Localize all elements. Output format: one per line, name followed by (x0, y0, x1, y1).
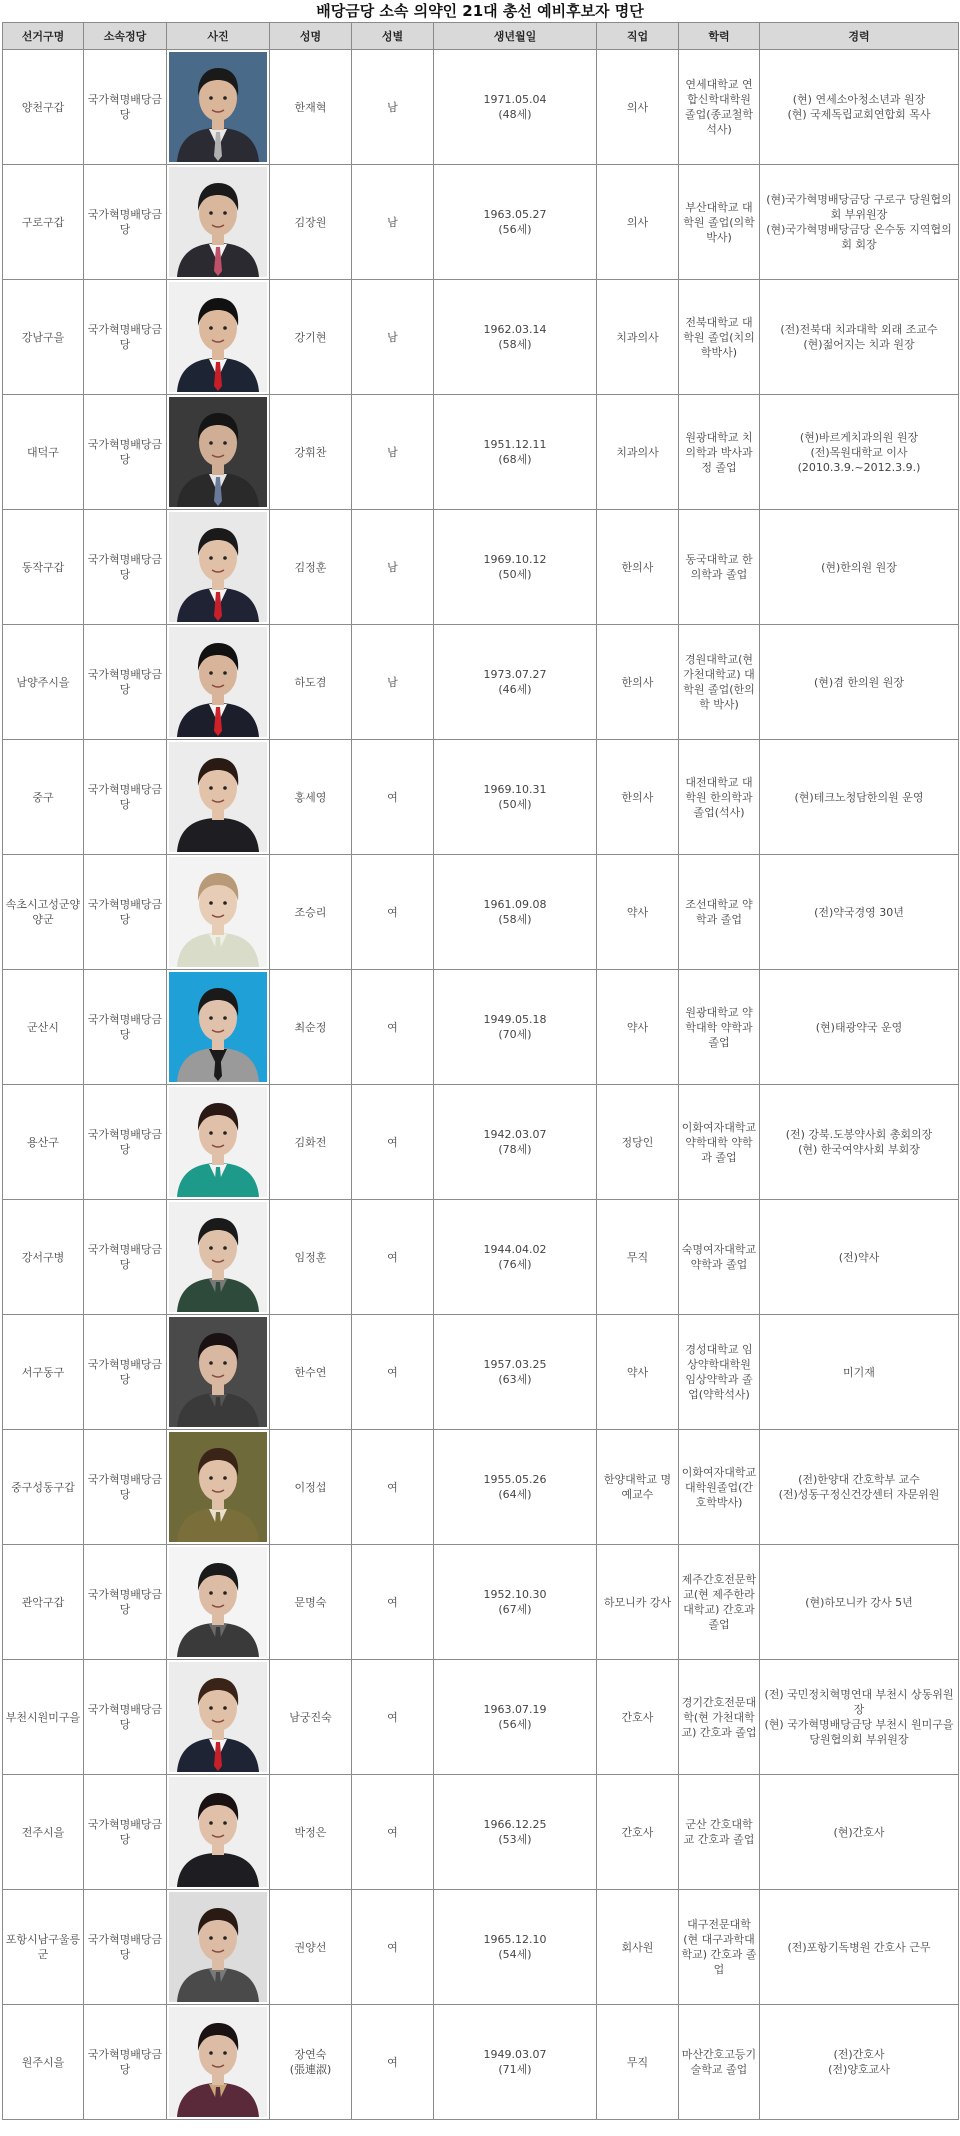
photo-cell (167, 1545, 270, 1660)
header-district: 선거구명 (3, 23, 84, 50)
party-cell: 국가혁명배당금당 (84, 280, 167, 395)
job-cell: 약사 (597, 855, 679, 970)
birth-cell: 1966.12.25 (53세) (434, 1775, 597, 1890)
table-row (3, 395, 959, 510)
party-cell: 국가혁명배당금당 (84, 1545, 167, 1660)
candidate-photo (169, 1202, 267, 1312)
career-cell: (전)포항기독병원 간호사 근무 (760, 1890, 959, 2005)
name-cell: 김화전 (270, 1085, 352, 1200)
name-cell: 조승리 (270, 855, 352, 970)
job-cell: 한양대학교 명예교수 (597, 1430, 679, 1545)
district-cell: 대덕구 (3, 395, 84, 510)
sex-cell: 남 (352, 510, 434, 625)
district-cell: 원주시을 (3, 2005, 84, 2120)
name-cell: 박정은 (270, 1775, 352, 1890)
page-title: 배당금당 소속 의약인 21대 총선 예비후보자 명단 (316, 2, 644, 20)
sex-cell: 여 (352, 2005, 434, 2120)
table-row (3, 1890, 959, 2005)
sex-cell: 남 (352, 50, 434, 165)
job-cell: 약사 (597, 970, 679, 1085)
party-cell: 국가혁명배당금당 (84, 855, 167, 970)
table-row (3, 280, 959, 395)
header-job: 직업 (597, 23, 679, 50)
party-cell: 국가혁명배당금당 (84, 740, 167, 855)
birth-cell: 1961.09.08 (58세) (434, 855, 597, 970)
candidate-photo (169, 1547, 267, 1657)
education-cell: 연세대학교 연합신학대학원 졸업(종교철학 석사) (679, 50, 760, 165)
district-cell: 서구동구 (3, 1315, 84, 1430)
table-row (3, 1200, 959, 1315)
career-cell: (현)하모니카 강사 5년 (760, 1545, 959, 1660)
education-cell: 동국대학교 한의학과 졸업 (679, 510, 760, 625)
header-sex: 성별 (352, 23, 434, 50)
job-cell: 간호사 (597, 1775, 679, 1890)
sex-cell: 남 (352, 280, 434, 395)
job-cell: 무직 (597, 1200, 679, 1315)
header-education: 학력 (679, 23, 760, 50)
table-row (3, 1545, 959, 1660)
photo-cell (167, 2005, 270, 2120)
district-cell: 속초시고성군양양군 (3, 855, 84, 970)
name-cell: 남궁진숙 (270, 1660, 352, 1775)
photo-cell (167, 1890, 270, 2005)
job-cell: 의사 (597, 165, 679, 280)
candidate-photo (169, 397, 267, 507)
birth-cell: 1969.10.31 (50세) (434, 740, 597, 855)
table-row (3, 625, 959, 740)
district-cell: 강서구병 (3, 1200, 84, 1315)
candidate-photo (169, 972, 267, 1082)
party-cell: 국가혁명배당금당 (84, 2005, 167, 2120)
photo-cell (167, 395, 270, 510)
career-cell: 미기재 (760, 1315, 959, 1430)
birth-cell: 1963.07.19 (56세) (434, 1660, 597, 1775)
education-cell: 부산대학교 대학원 졸업(의학박사) (679, 165, 760, 280)
education-cell: 제주간호전문학교(현 제주한라대학교) 간호과 졸업 (679, 1545, 760, 1660)
district-cell: 관악구갑 (3, 1545, 84, 1660)
header-name: 성명 (270, 23, 352, 50)
district-cell: 남양주시을 (3, 625, 84, 740)
job-cell: 한의사 (597, 625, 679, 740)
candidate-photo (169, 627, 267, 737)
name-cell: 김정훈 (270, 510, 352, 625)
candidate-photo (169, 857, 267, 967)
party-cell: 국가혁명배당금당 (84, 395, 167, 510)
photo-cell (167, 280, 270, 395)
district-cell: 중구성동구갑 (3, 1430, 84, 1545)
photo-cell (167, 1660, 270, 1775)
candidate-photo (169, 512, 267, 622)
sex-cell: 남 (352, 165, 434, 280)
career-cell: (현)겸 한의원 원장 (760, 625, 959, 740)
photo-cell (167, 50, 270, 165)
photo-cell (167, 740, 270, 855)
career-cell: (전)약사 (760, 1200, 959, 1315)
photo-cell (167, 1315, 270, 1430)
candidate-photo (169, 1892, 267, 2002)
name-cell: 이정섭 (270, 1430, 352, 1545)
table-row (3, 510, 959, 625)
job-cell: 한의사 (597, 510, 679, 625)
candidate-photo (169, 167, 267, 277)
party-cell: 국가혁명배당금당 (84, 1775, 167, 1890)
name-cell: 최순정 (270, 970, 352, 1085)
party-cell: 국가혁명배당금당 (84, 1200, 167, 1315)
party-cell: 국가혁명배당금당 (84, 1890, 167, 2005)
education-cell: 대구전문대학(현 대구과학대학교) 간호과 졸업 (679, 1890, 760, 2005)
career-cell: (현)태광약국 운영 (760, 970, 959, 1085)
candidate-photo (169, 1087, 267, 1197)
table-row (3, 165, 959, 280)
table-row (3, 2005, 959, 2120)
job-cell: 회사원 (597, 1890, 679, 2005)
header-career: 경력 (760, 23, 959, 50)
birth-cell: 1949.05.18 (70세) (434, 970, 597, 1085)
sex-cell: 여 (352, 970, 434, 1085)
career-cell: (전)전북대 치과대학 외래 조교수 (현)젊어지는 치과 원장 (760, 280, 959, 395)
job-cell: 의사 (597, 50, 679, 165)
table-row (3, 1775, 959, 1890)
career-cell: (현)바르게치과의원 원장 (전)목원대학교 이사 (2010.3.9.~2012.3.9.) (760, 395, 959, 510)
party-cell: 국가혁명배당금당 (84, 165, 167, 280)
job-cell: 치과의사 (597, 395, 679, 510)
education-cell: 원광대학교 치의학과 박사과정 졸업 (679, 395, 760, 510)
district-cell: 중구 (3, 740, 84, 855)
photo-cell (167, 625, 270, 740)
party-cell: 국가혁명배당금당 (84, 625, 167, 740)
career-cell: (현)한의원 원장 (760, 510, 959, 625)
district-cell: 부천시원미구을 (3, 1660, 84, 1775)
career-cell: (현)간호사 (760, 1775, 959, 1890)
job-cell: 정당인 (597, 1085, 679, 1200)
table-row (3, 740, 959, 855)
candidate-photo (169, 1432, 267, 1542)
career-cell: (현) 연세소아청소년과 원장 (현) 국제독립교회연합회 목사 (760, 50, 959, 165)
job-cell: 무직 (597, 2005, 679, 2120)
sex-cell: 여 (352, 1315, 434, 1430)
job-cell: 간호사 (597, 1660, 679, 1775)
name-cell: 강휘찬 (270, 395, 352, 510)
sex-cell: 남 (352, 395, 434, 510)
candidate-photo (169, 282, 267, 392)
name-cell: 한수연 (270, 1315, 352, 1430)
district-cell: 전주시을 (3, 1775, 84, 1890)
sex-cell: 여 (352, 1085, 434, 1200)
sex-cell: 여 (352, 1890, 434, 2005)
career-cell: (전)한양대 간호학부 교수 (전)성동구정신건강센터 자문위원 (760, 1430, 959, 1545)
table-row (3, 1660, 959, 1775)
education-cell: 군산 간호대학교 간호과 졸업 (679, 1775, 760, 1890)
sex-cell: 여 (352, 1660, 434, 1775)
photo-cell (167, 165, 270, 280)
career-cell: (현)국가혁명배당금당 구로구 당원협의회 부위원장 (현)국가혁명배당금당 온수동 지역협의회 회장 (760, 165, 959, 280)
table-row (3, 855, 959, 970)
district-cell: 포항시남구울릉군 (3, 1890, 84, 2005)
job-cell: 한의사 (597, 740, 679, 855)
photo-cell (167, 510, 270, 625)
header-row (3, 23, 959, 50)
name-cell: 임정훈 (270, 1200, 352, 1315)
name-cell: 김장원 (270, 165, 352, 280)
sex-cell: 여 (352, 1430, 434, 1545)
sex-cell: 여 (352, 1200, 434, 1315)
name-cell: 강기현 (270, 280, 352, 395)
district-cell: 구로구갑 (3, 165, 84, 280)
name-cell: 하도겸 (270, 625, 352, 740)
candidate-photo (169, 52, 267, 162)
career-cell: (전)약국경영 30년 (760, 855, 959, 970)
birth-cell: 1957.03.25 (63세) (434, 1315, 597, 1430)
birth-cell: 1949.03.07 (71세) (434, 2005, 597, 2120)
birth-cell: 1971.05.04 (48세) (434, 50, 597, 165)
district-cell: 동작구갑 (3, 510, 84, 625)
job-cell: 하모니카 강사 (597, 1545, 679, 1660)
birth-cell: 1969.10.12 (50세) (434, 510, 597, 625)
birth-cell: 1951.12.11 (68세) (434, 395, 597, 510)
party-cell: 국가혁명배당금당 (84, 1315, 167, 1430)
sex-cell: 여 (352, 1775, 434, 1890)
photo-cell (167, 1430, 270, 1545)
candidate-photo (169, 742, 267, 852)
party-cell: 국가혁명배당금당 (84, 970, 167, 1085)
name-cell: 문명숙 (270, 1545, 352, 1660)
sex-cell: 여 (352, 1545, 434, 1660)
education-cell: 경기간호전문대학(현 가천대학교) 간호과 졸업 (679, 1660, 760, 1775)
job-cell: 치과의사 (597, 280, 679, 395)
education-cell: 이화여자대학교 약학대학 약학과 졸업 (679, 1085, 760, 1200)
header-photo: 사진 (167, 23, 270, 50)
education-cell: 원광대학교 약학대학 약학과 졸업 (679, 970, 760, 1085)
sex-cell: 여 (352, 740, 434, 855)
district-cell: 양천구갑 (3, 50, 84, 165)
table-row (3, 50, 959, 165)
photo-cell (167, 1085, 270, 1200)
name-cell: 홍세영 (270, 740, 352, 855)
header-birth: 생년월일 (434, 23, 597, 50)
photo-cell (167, 1200, 270, 1315)
career-cell: (현)테크노청담한의원 운영 (760, 740, 959, 855)
name-cell: 권양선 (270, 1890, 352, 2005)
career-cell: (전)간호사 (전)양호교사 (760, 2005, 959, 2120)
table-row (3, 1085, 959, 1200)
education-cell: 조선대학교 약학과 졸업 (679, 855, 760, 970)
candidate-photo (169, 1777, 267, 1887)
party-cell: 국가혁명배당금당 (84, 50, 167, 165)
birth-cell: 1952.10.30 (67세) (434, 1545, 597, 1660)
name-cell: 장연숙 (張連淑) (270, 2005, 352, 2120)
district-cell: 강남구을 (3, 280, 84, 395)
party-cell: 국가혁명배당금당 (84, 1085, 167, 1200)
birth-cell: 1965.12.10 (54세) (434, 1890, 597, 2005)
candidate-photo (169, 2007, 267, 2117)
party-cell: 국가혁명배당금당 (84, 1430, 167, 1545)
table-row (3, 1430, 959, 1545)
education-cell: 숙명여자대학교 약학과 졸업 (679, 1200, 760, 1315)
candidate-table (2, 22, 959, 2120)
party-cell: 국가혁명배당금당 (84, 510, 167, 625)
education-cell: 경원대학교(현 가천대학교) 대학원 졸업(한의학 박사) (679, 625, 760, 740)
header-party: 소속정당 (84, 23, 167, 50)
birth-cell: 1973.07.27 (46세) (434, 625, 597, 740)
education-cell: 대전대학교 대학원 한의학과 졸업(석사) (679, 740, 760, 855)
birth-cell: 1963.05.27 (56세) (434, 165, 597, 280)
education-cell: 마산간호고등기술학교 졸업 (679, 2005, 760, 2120)
photo-cell (167, 970, 270, 1085)
district-cell: 용산구 (3, 1085, 84, 1200)
birth-cell: 1962.03.14 (58세) (434, 280, 597, 395)
sex-cell: 남 (352, 625, 434, 740)
sex-cell: 여 (352, 855, 434, 970)
district-cell: 군산시 (3, 970, 84, 1085)
birth-cell: 1942.03.07 (78세) (434, 1085, 597, 1200)
birth-cell: 1955.05.26 (64세) (434, 1430, 597, 1545)
candidate-photo (169, 1317, 267, 1427)
table-row (3, 1315, 959, 1430)
career-cell: (전) 강북.도봉약사회 총회의장 (현) 한국여약사회 부회장 (760, 1085, 959, 1200)
job-cell: 약사 (597, 1315, 679, 1430)
education-cell: 전북대학교 대학원 졸업(치의학박사) (679, 280, 760, 395)
photo-cell (167, 1775, 270, 1890)
name-cell: 한재혁 (270, 50, 352, 165)
education-cell: 경성대학교 임상약학대학원 임상약학과 졸업(약학석사) (679, 1315, 760, 1430)
candidate-photo (169, 1662, 267, 1772)
birth-cell: 1944.04.02 (76세) (434, 1200, 597, 1315)
career-cell: (전) 국민정치혁명연대 부천시 상동위원장 (현) 국가혁명배당금당 부천시 원미구을 당원협의회 부위원장 (760, 1660, 959, 1775)
education-cell: 이화여자대학교 대학원졸업(간호학박사) (679, 1430, 760, 1545)
photo-cell (167, 855, 270, 970)
party-cell: 국가혁명배당금당 (84, 1660, 167, 1775)
table-row (3, 970, 959, 1085)
